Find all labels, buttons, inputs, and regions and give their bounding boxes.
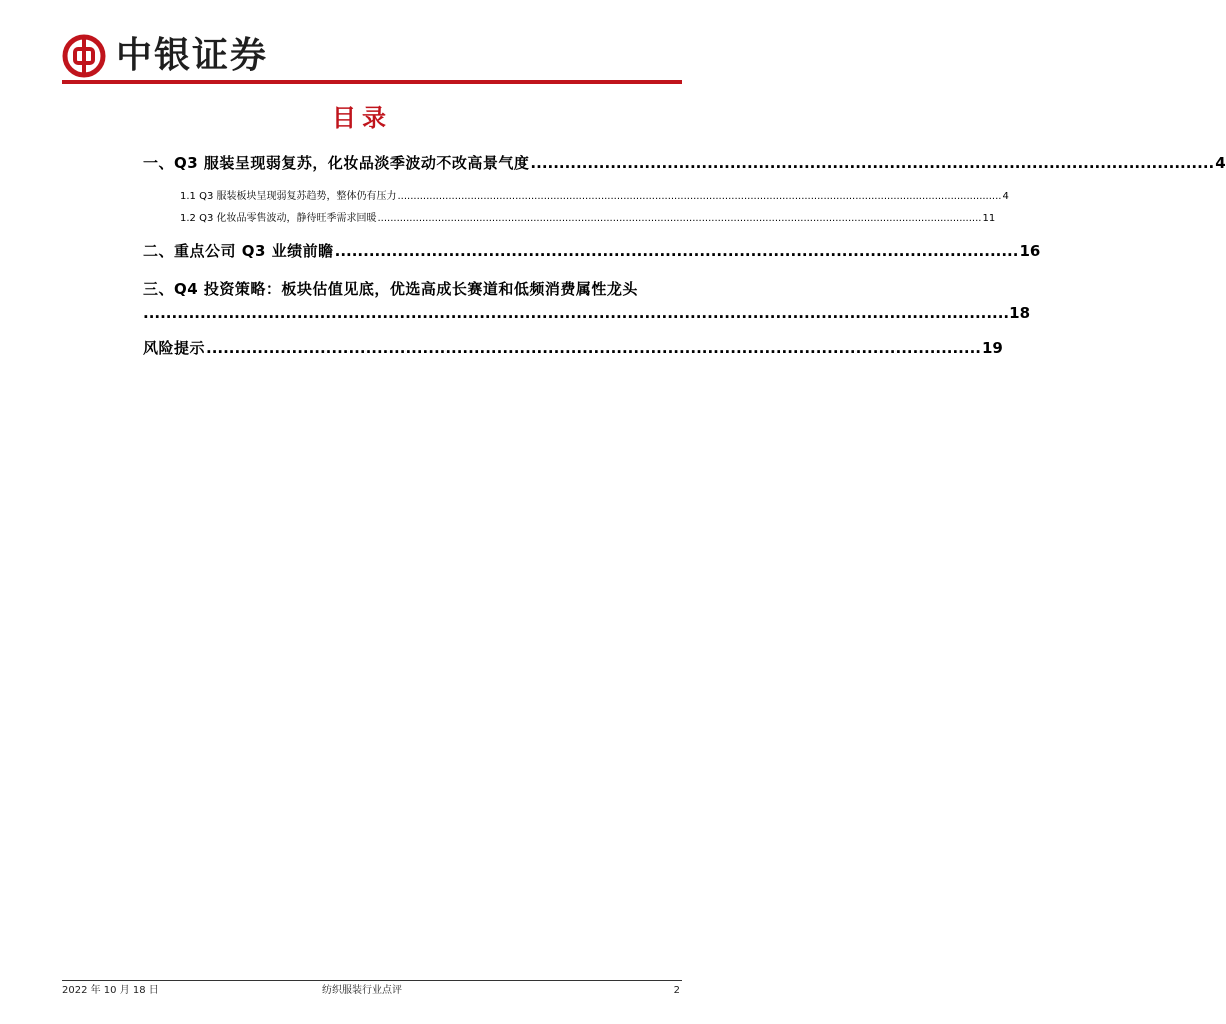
toc-entry-title: 1.1 Q3 服装板块呈现弱复苏趋势，整体仍有压力 — [180, 191, 397, 202]
toc-entry-section-2[interactable] — [143, 240, 1041, 262]
toc-entry-title: 二、重点公司 Q3 业绩前瞻 — [143, 242, 334, 260]
toc-entry-section-3[interactable] — [143, 278, 681, 300]
toc-dot-leader: .............................................................................................................................................................................................. — [397, 191, 1002, 202]
toc-entry-title: 一、Q3 服装呈现弱复苏，化妆品淡季波动不改高景气度 — [143, 154, 530, 172]
toc-dot-leader: ........................................................................................................................ — [334, 242, 1019, 260]
toc-entry-page: 16 — [1019, 242, 1041, 260]
toc-entry-section-1-1[interactable] — [180, 189, 1009, 205]
toc-entry-title: 1.2 Q3 化妆品零售波动，静待旺季需求回暖 — [180, 213, 377, 224]
toc-entry-section-1-2[interactable] — [180, 211, 996, 227]
report-date: 2022 年 10 月 18 日 — [62, 985, 159, 996]
toc-entry-page: 19 — [981, 339, 1003, 357]
toc-entry-section-1[interactable] — [143, 152, 1226, 174]
toc-entry-page: 4 — [1002, 191, 1009, 202]
report-header — [62, 30, 682, 80]
toc-entry-title: 风险提示 — [143, 339, 206, 357]
toc-entry-risk-warning[interactable] — [143, 337, 1003, 359]
report-type: 纺织服装行业点评 — [322, 985, 402, 996]
brand-name: 中银证券 — [116, 34, 269, 76]
toc-dot-leader: .............................................................................................................................................................................................. — [377, 213, 982, 224]
toc-dot-leader: ........................................................................................................................................ — [206, 339, 981, 357]
bank-of-china-logo-icon — [62, 34, 106, 78]
page-number: 2 — [673, 985, 680, 996]
toc-entry-section-3-continuation[interactable] — [143, 302, 1031, 324]
toc-entry-page: 4 — [1215, 154, 1226, 172]
footer-divider — [62, 980, 682, 981]
header-divider — [62, 80, 682, 84]
toc-dot-leader: ........................................................................................................................ — [530, 154, 1215, 172]
toc-entry-page: 18 — [1009, 304, 1031, 322]
toc-dot-leader: ........................................................................................................................................................ — [143, 304, 1010, 322]
toc-entry-page: 11 — [982, 213, 996, 224]
toc-title: 目录 — [332, 104, 392, 132]
toc-entry-title: 三、Q4 投资策略：板块估值见底，优选高成长赛道和低频消费属性龙头 — [143, 280, 638, 298]
